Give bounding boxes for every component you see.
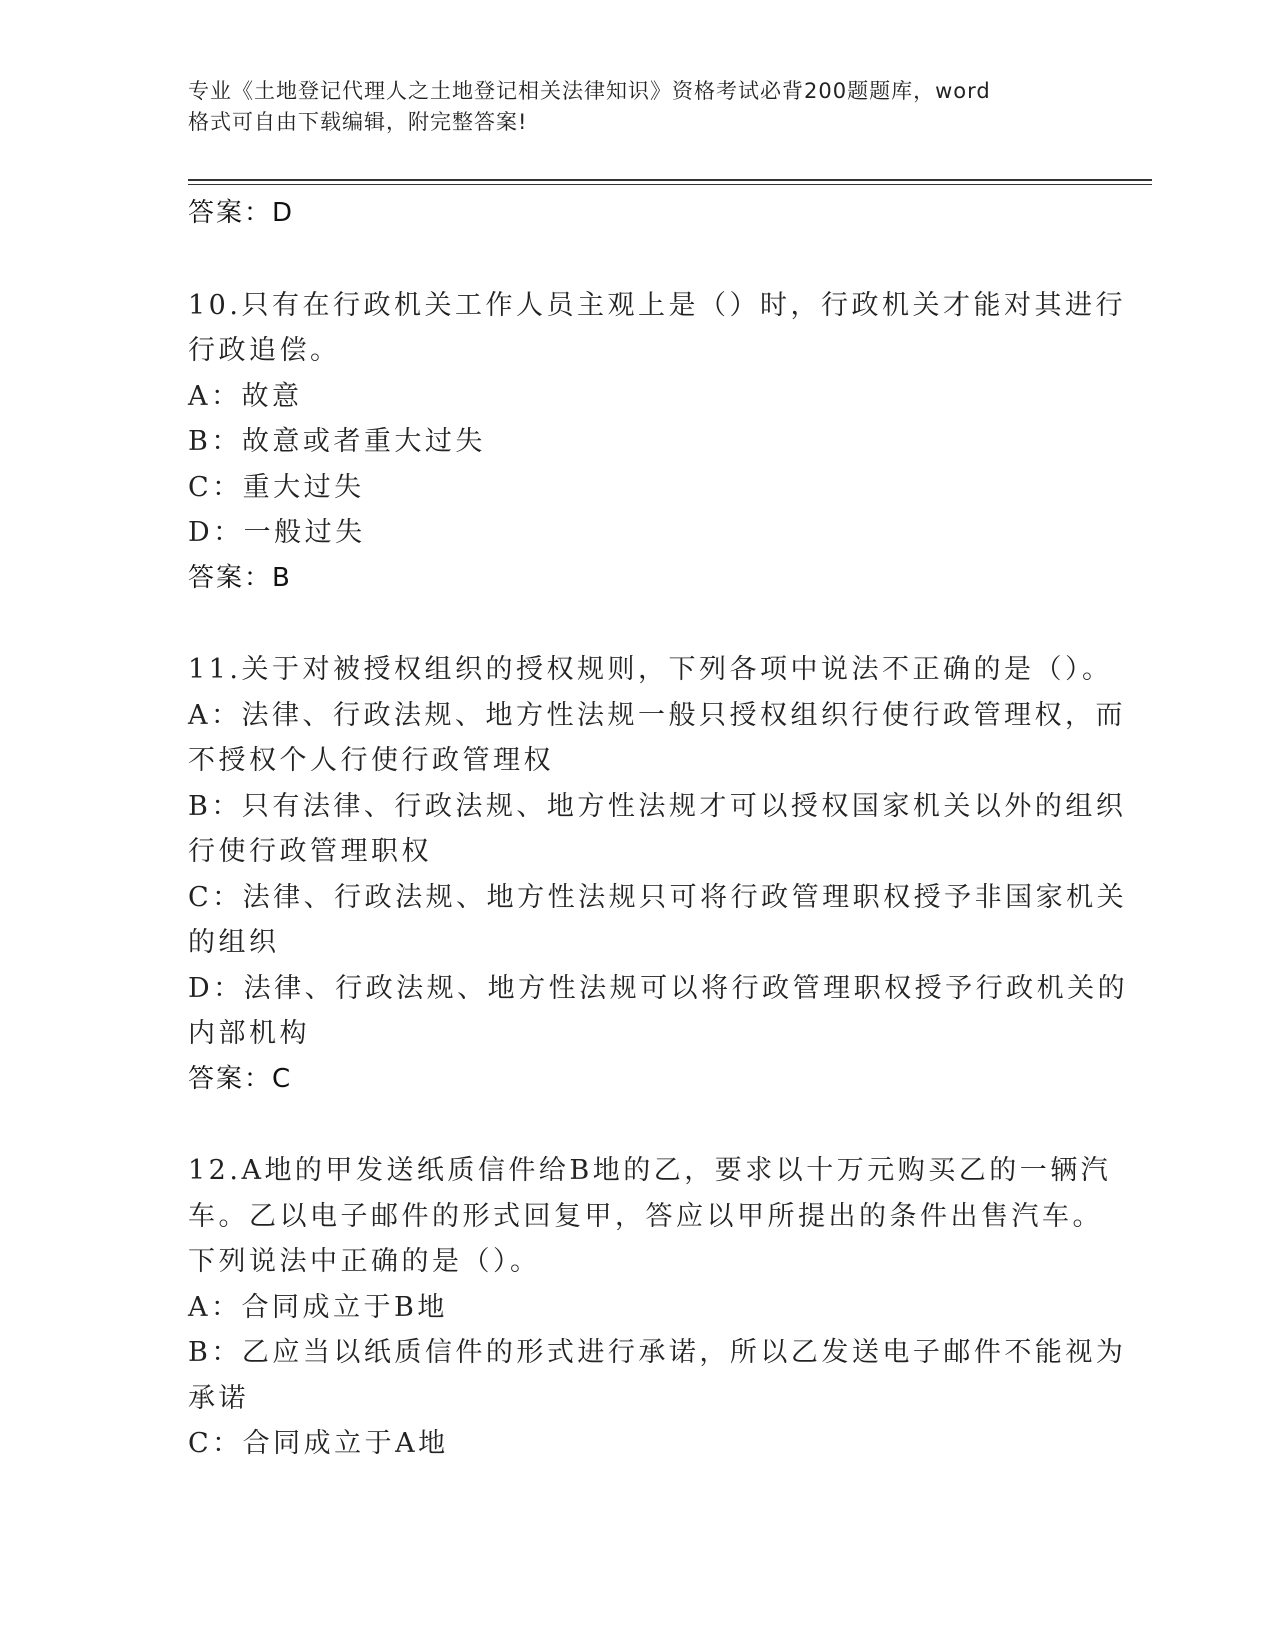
question-stem-line: 11.关于对被授权组织的授权规则，下列各项中说法不正确的是（）。 <box>188 654 1113 685</box>
option-c: C：重大过失 <box>188 471 365 503</box>
question-12 <box>188 1148 1127 1467</box>
header-line-1: 专业《土地登记代理人之土地登记相关法律知识》资格考试必背200题题库，word <box>188 79 991 103</box>
option-a: A：合同成立于B地 <box>188 1291 448 1323</box>
option-b: B：故意或者重大过失 <box>188 426 486 457</box>
question-stem-line: 12.A地的甲发送纸质信件给B地的乙，要求以十万元购买乙的一辆汽 <box>188 1155 1112 1186</box>
option-a-cont: 不授权个人行使行政管理权 <box>188 745 554 776</box>
option-c: C：合同成立于A地 <box>188 1428 449 1459</box>
option-b-cont: 承诺 <box>188 1382 249 1414</box>
page-header <box>188 76 1088 138</box>
answer-line: 答案：B <box>188 562 292 593</box>
question-stem-line: 行政追偿。 <box>188 335 341 366</box>
option-a: A：故意 <box>188 380 303 412</box>
option-c-cont: 的组织 <box>188 927 280 958</box>
question-stem-line: 10.只有在行政机关工作人员主观上是（）时，行政机关才能对其进行 <box>188 289 1126 321</box>
question-stem-line: 车。乙以电子邮件的形式回复甲，答应以甲所提出的条件出售汽车。 <box>188 1200 1103 1232</box>
question-stem-line: 下列说法中正确的是（）。 <box>188 1246 541 1277</box>
answer-line: 答案：D <box>188 198 295 228</box>
header-rule-thin <box>188 184 1152 185</box>
option-b-cont: 行使行政管理职权 <box>188 836 432 867</box>
spacer <box>188 237 1078 283</box>
option-d: D：一般过失 <box>188 517 366 548</box>
spacer <box>188 1102 1078 1148</box>
option-b: B：乙应当以纸质信件的形式进行承诺，所以乙发送电子邮件不能视为 <box>188 1337 1127 1368</box>
question-content <box>188 191 1129 1467</box>
option-d: D：法律、行政法规、地方性法规可以将行政管理职权授予行政机关的 <box>188 972 1129 1004</box>
option-c: C：法律、行政法规、地方性法规只可将行政管理职权授予非国家机关 <box>188 881 1128 913</box>
option-a: A：法律、行政法规、地方性法规一般只授权组织行使行政管理权，而 <box>188 699 1126 731</box>
option-d-cont: 内部机构 <box>188 1018 310 1049</box>
question-10 <box>188 283 1126 602</box>
header-line-2: 格式可自由下载编辑，附完整答案! <box>188 110 528 134</box>
spacer <box>188 601 1078 647</box>
option-b: B：只有法律、行政法规、地方性法规才可以授权国家机关以外的组织 <box>188 790 1127 822</box>
question-11 <box>188 647 1129 1102</box>
header-rule-thick <box>188 179 1152 181</box>
answer-line: 答案：C <box>188 1063 293 1094</box>
